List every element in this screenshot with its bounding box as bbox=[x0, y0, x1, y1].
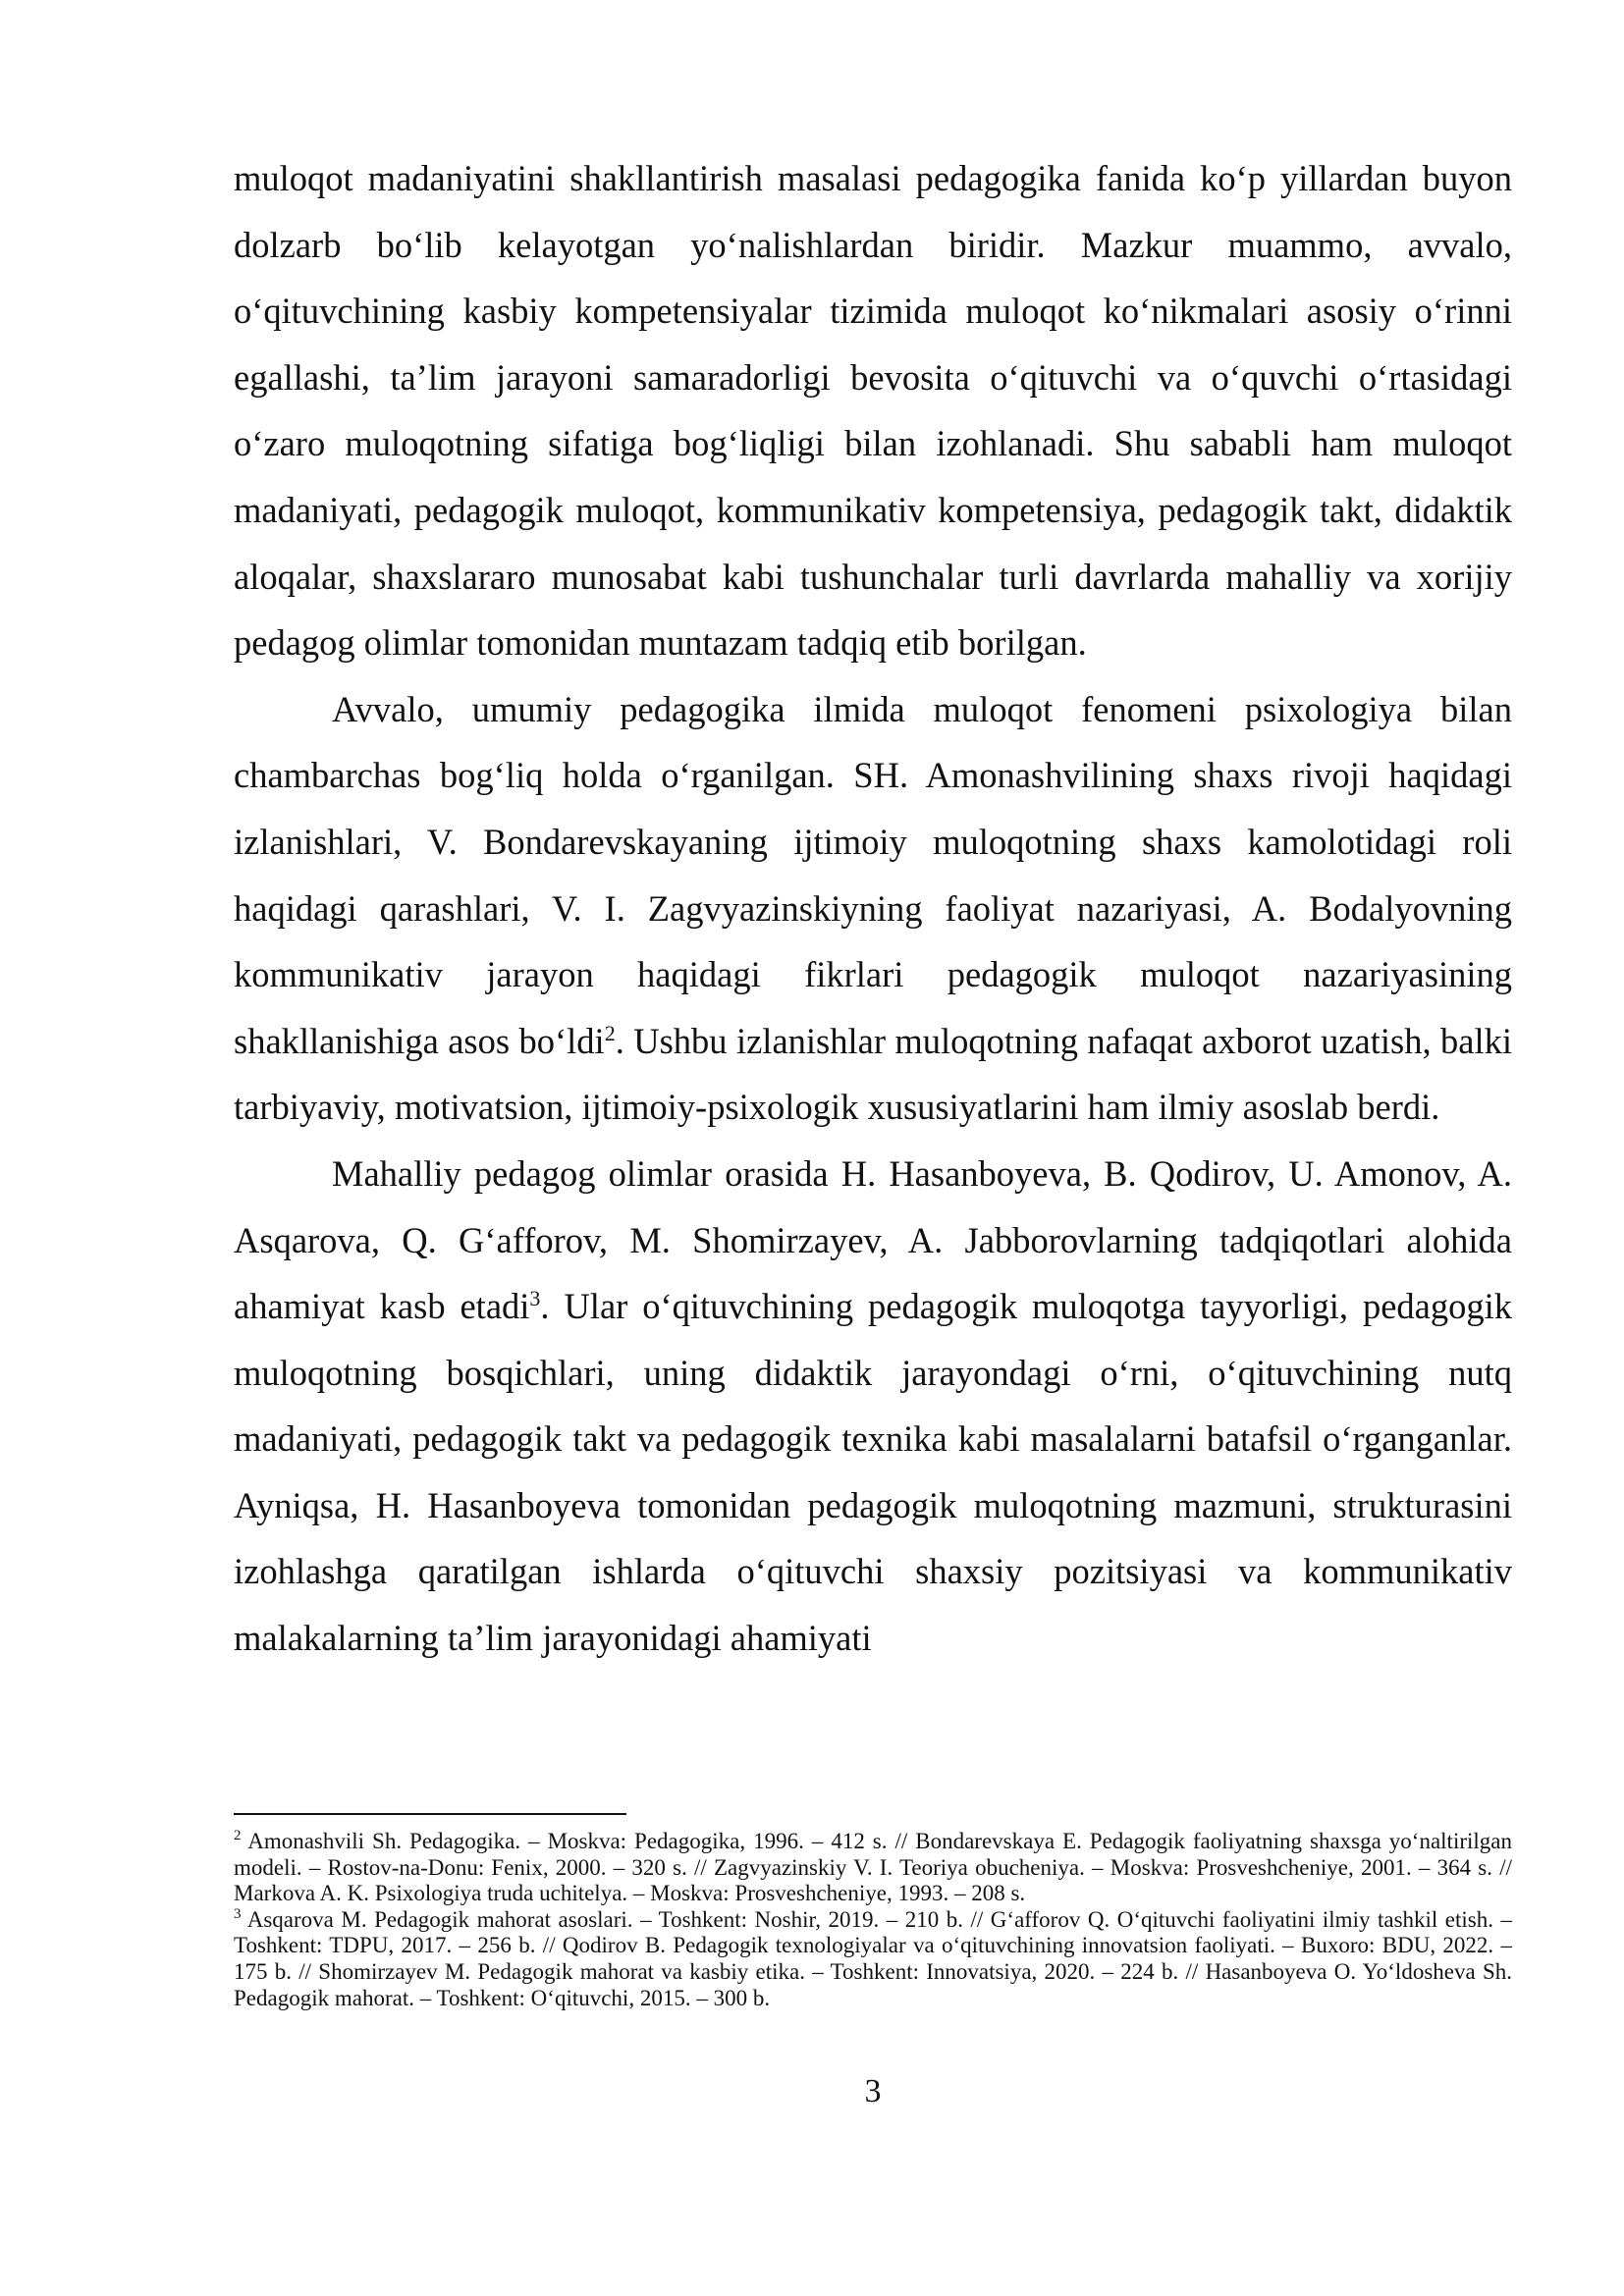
paragraph-1 bbox=[234, 145, 1512, 676]
paragraph-3-text-cont: . Ular o‘qituvchining pedagogik muloqotga tayyorligi, pedagogik muloqotning bosqichlari, uning didaktik jarayondagi o‘rni, o‘qituvchining nutq madaniyati, pedagogik takt va pedagogik texnika kabi masalalarni batafsil o‘rganganlar. Ayniqsa, H. Hasanboyeva tomonidan pedagogik muloqotning mazmuni, strukturasini izohlashga qaratilgan ishlarda o‘qituvchi shaxsiy pozitsiyasi va kommunikativ malakalarning ta’lim jarayonidagi ahamiyati bbox=[234, 1286, 1512, 1659]
paragraph-2 bbox=[234, 676, 1512, 1141]
footnote-marker-2: 2 bbox=[234, 1828, 242, 1843]
paragraph-3 bbox=[234, 1141, 1512, 1672]
page-number: 3 bbox=[864, 2073, 882, 2109]
body-text bbox=[234, 145, 1512, 1672]
footnote-3 bbox=[234, 1907, 1512, 2011]
paragraph-2-text-cont: . Ushbu izlanishlar muloqotning nafaqat axborot uzatish, balki tarbiyaviy, motivatsion, ijtimoiy-psixologik xususiyatlarini ham ilmiy asoslab berdi. bbox=[234, 1020, 1512, 1128]
footnote-2-text: Amonashvili Sh. Pedagogika. – Moskva: Pedagogika, 1996. – 412 s. // Bondarevskaya E. Pedagogik faoliyatning shaxsga yo‘naltirilgan modeli. – Rostov-na-Donu: Fenix, 2000. – 320 s. // Zagvyazinskiy V. I. Teoriya obucheniya. – Moskva: Prosveshcheniye, 2001. – 364 s. // Markova A. K. Psixologiya truda uchitelya. – Moskva: Prosveshcheniye, 1993. – 208 s. bbox=[234, 1829, 1512, 1906]
footnote-2 bbox=[234, 1829, 1512, 1907]
footnote-ref-2[interactable]: 2 bbox=[604, 1020, 616, 1045]
footnote-ref-3[interactable]: 3 bbox=[529, 1286, 541, 1311]
paragraph-2-text: Avvalo, umumiy pedagogika ilmida muloqot fenomeni psixologiya bilan chambarchas bog‘liq holda o‘rganilgan. SH. Amonashvilining shaxs rivoji haqidagi izlanishlari, V. Bondarevskayaning ijtimoiy muloqotning shaxs kamolotidagi roli haqidagi qarashlari, V. I. Zagvyazinskiyning faoliyat nazariyasi, A. Bodalyovning kommunikativ jarayon haqidagi fikrlari pedagogik muloqot nazariyasining shakllanishiga asos bo‘ldi bbox=[234, 688, 1512, 1061]
footnote-marker-3: 3 bbox=[234, 1905, 242, 1922]
footnote-3-text: Asqarova M. Pedagogik mahorat asoslari. – Toshkent: Noshir, 2019. – 210 b. // G‘afforov Q. O‘qituvchi faoliyatini ilmiy tashkil etish. – Toshkent: TDPU, 2017. – 256 b. // Qodirov B. Pedagogik texnologiyalar va o‘qituvchining innovatsion faoliyati. – Buxoro: BDU, 2022. – 175 b. // Shomirzayev M. Pedagogik mahorat va kasbiy etika. – Toshkent: Innovatsiya, 2020. – 224 b. // Hasanboyeva O. Yo‘ldosheva Sh. Pedagogik mahorat. – Toshkent: O‘qituvchi, 2015. – 300 b. bbox=[234, 1906, 1512, 2010]
paragraph-1-text: muloqot madaniyatini shakllantirish masalasi pedagogika fanida ko‘p yillardan buyon dolzarb bo‘lib kelayotgan yo‘nalishlardan biridir. Mazkur muammo, avvalo, o‘qituvchining kasbiy kompetensiyalar tizimida muloqot ko‘nikmalari asosiy o‘rinni egallashi, ta’lim jarayoni samaradorligi bevosita o‘qituvchi va o‘quvchi o‘rtasidagi o‘zaro muloqotning sifatiga bog‘liqligi bilan izohlanadi. Shu sababli ham muloqot madaniyati, pedagogik muloqot, kommunikativ kompetensiya, pedagogik takt, didaktik aloqalar, shaxslararo munosabat kabi tushunchalar turli davrlarda mahalliy va xorijiy pedagog olimlar tomonidan muntazam tadqiq etib borilgan. bbox=[234, 158, 1512, 664]
footnotes bbox=[234, 1829, 1512, 2011]
paragraph-3-text: Mahalliy pedagog olimlar orasida H. Hasanboyeva, B. Qodirov, U. Amonov, A. Asqarova, Q. G‘afforov, M. Shomirzayev, A. Jabborovlarning tadqiqotlari alohida ahamiyat kasb etadi bbox=[234, 1152, 1512, 1327]
footnote-separator bbox=[234, 1813, 626, 1815]
